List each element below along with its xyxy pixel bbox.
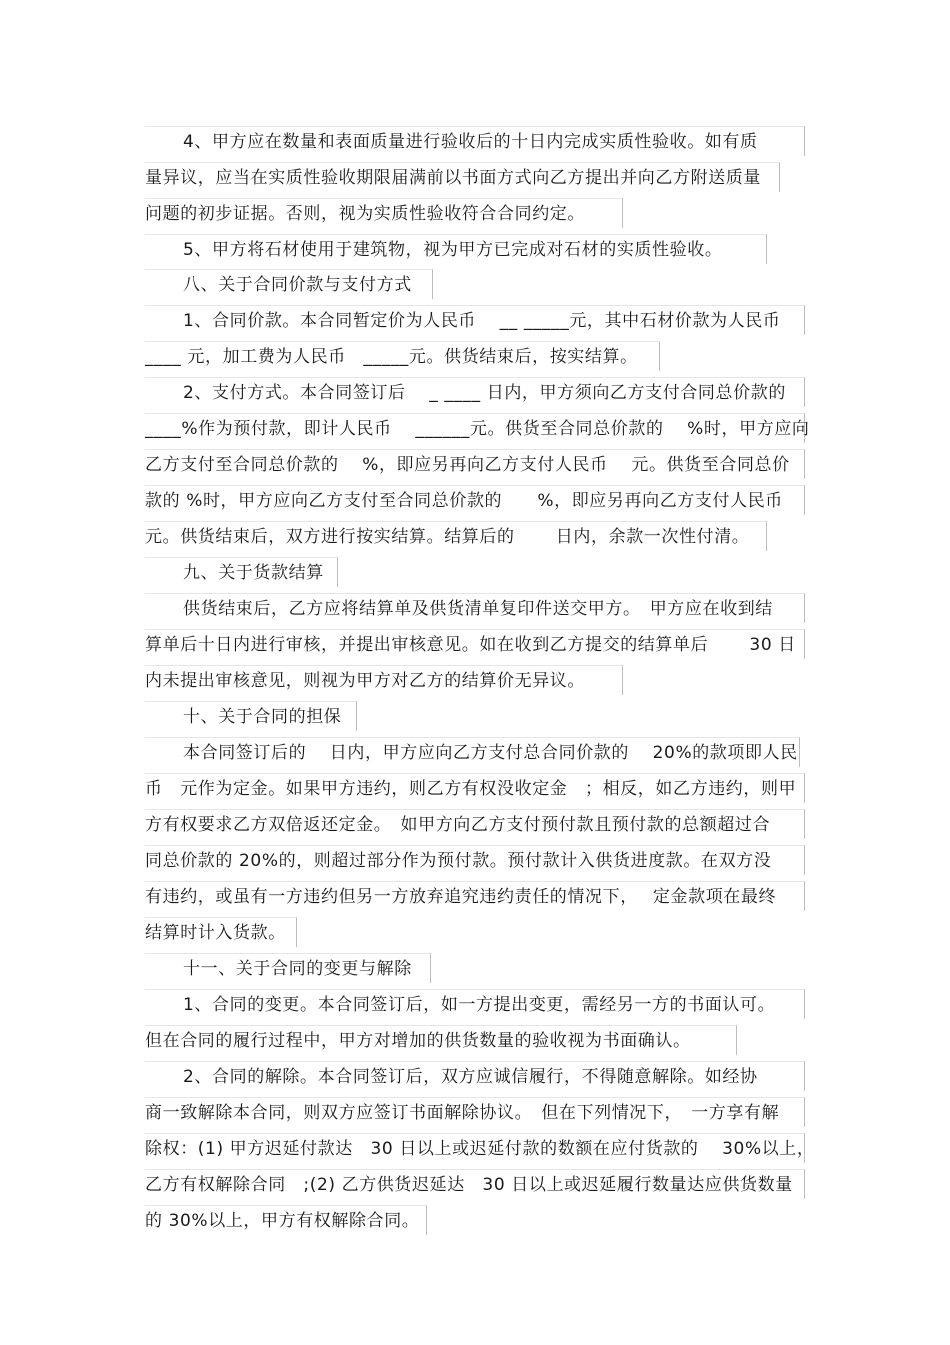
text-line: 问题的初步证据。否则，视为实质性验收符合合同约定。 <box>145 198 623 228</box>
text-line: 算单后十日内进行审核，并提出审核意见。如在收到乙方提交的结算单后 30 日 <box>145 629 805 659</box>
text-line: 1、合同的变更。本合同签订后，如一方提出变更，需经另一方的书面认可。 <box>145 989 805 1019</box>
text-line: 款的 %时，甲方应向乙方支付至合同总价款的 %，即应另再向乙方支付人民币 <box>145 485 805 515</box>
text-line: 5、甲方将石材使用于建筑物，视为甲方已完成对石材的实质性验收。 <box>145 234 767 264</box>
section-heading: 十、关于合同的担保 <box>145 701 357 731</box>
text-line: 本合同签订后的 日内，甲方应向乙方支付总合同价款的 20%的款项即人民 <box>145 737 800 767</box>
section-heading: 十一、关于合同的变更与解除 <box>145 953 431 983</box>
text-line: 币 元作为定金。如果甲方违约，则乙方有权没收定金 ；相反，如乙方违约，则甲 <box>145 773 805 803</box>
text-line: 乙方有权解除合同 ;(2) 乙方供货迟延达 30 日以上或迟延履行数量达应供货数量 <box>145 1169 805 1199</box>
text-line: 同总价款的 20%的，则超过部分作为预付款。预付款计入供货进度款。在双方没 <box>145 845 805 875</box>
text-line: 2、合同的解除。本合同签订后，双方应诚信履行，不得随意解除。如经协 <box>145 1061 805 1091</box>
text-line: 方有权要求乙方双倍返还定金。 如甲方向乙方支付预付款且预付款的总额超过合 <box>145 809 805 839</box>
text-line: 4、甲方应在数量和表面质量进行验收后的十日内完成实质性验收。如有质 <box>145 126 805 156</box>
text-line: 2、支付方式。本合同签订后 _ ____ 日内，甲方须向乙方支付合同总价款的 <box>145 377 805 407</box>
text-line: 供货结束后，乙方应将结算单及供货清单复印件送交甲方。 甲方应在收到结 <box>145 593 805 623</box>
text-line: 乙方支付至合同总价款的 %，即应另再向乙方支付人民币 元。供货至合同总价 <box>145 449 805 479</box>
text-line: 1、合同价款。本合同暂定价为人民币 __ _____元，其中石材价款为人民币 <box>145 305 805 335</box>
text-line: 商一致解除本合同，则双方应签订书面解除协议。 但在下列情况下， 一方享有解 <box>145 1097 805 1127</box>
section-heading: 八、关于合同价款与支付方式 <box>145 269 433 299</box>
text-line: 除权：(1) 甲方迟延付款达 30 日以上或迟延付款的数额在应付货款的 30%以上， <box>145 1133 805 1163</box>
text-line: 内未提出审核意见，则视为甲方对乙方的结算价无异议。 <box>145 665 623 695</box>
text-line: 元。供货结束后，双方进行按实结算。结算后的 日内，余款一次性付清。 <box>145 521 767 551</box>
text-line: ____%作为预付款，即计人民币 ______元。供货至合同总价款的 %时，甲方应向 <box>145 413 805 443</box>
text-line: 量异议，应当在实质性验收期限届满前以书面方式向乙方提出并向乙方附送质量 <box>145 162 780 192</box>
text-line: 但在合同的履行过程中，甲方对增加的供货数量的验收视为书面确认。 <box>145 1025 737 1055</box>
text-line: 的 30%以上，甲方有权解除合同。 <box>145 1205 427 1235</box>
text-line: ____ 元，加工费为人民币 _____元。供货结束后，按实结算。 <box>145 341 660 371</box>
text-line: 有违约，或虽有一方违约但另一方放弃追究违约责任的情况下， 定金款项在最终 <box>145 881 805 911</box>
section-heading: 九、关于货款结算 <box>145 557 338 587</box>
text-line: 结算时计入货款。 <box>145 917 297 947</box>
